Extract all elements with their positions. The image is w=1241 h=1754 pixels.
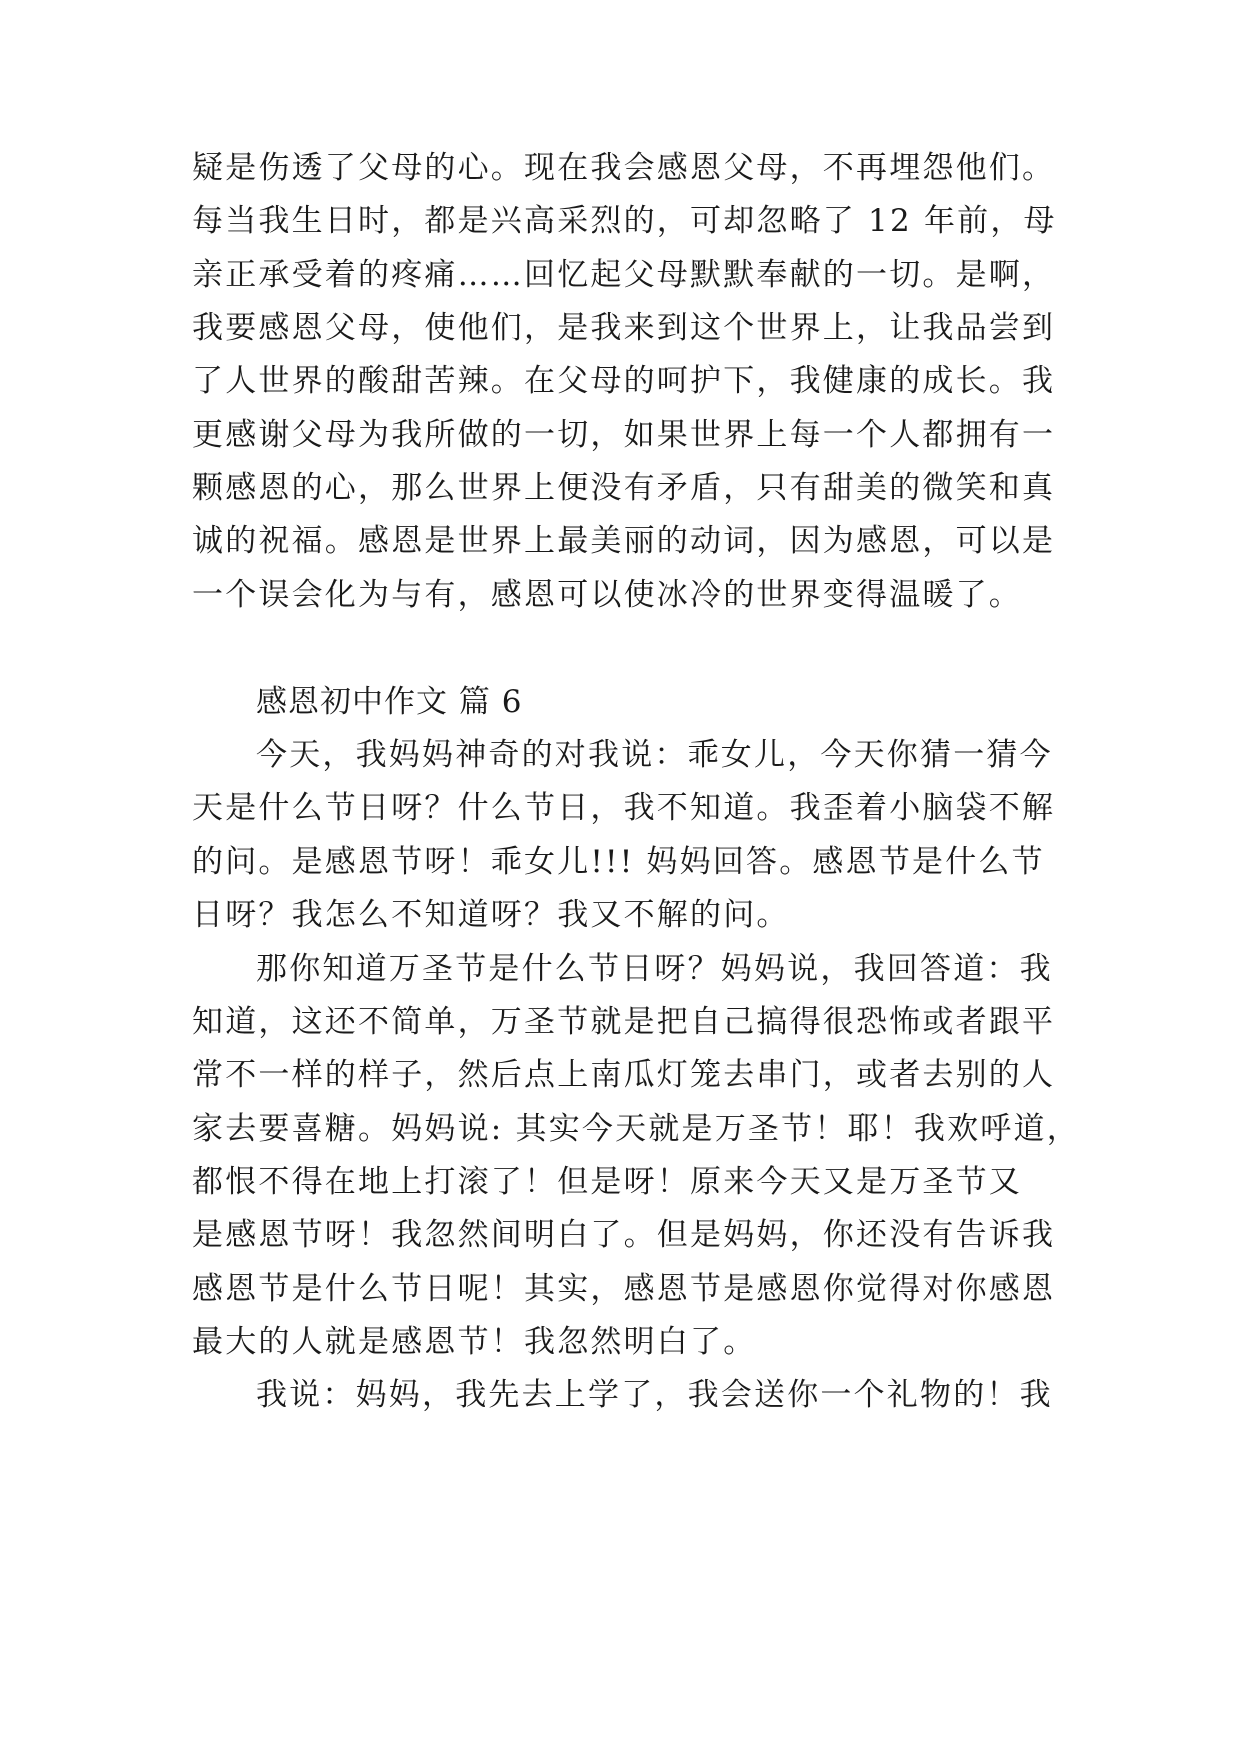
text-line: 亲正承受着的疼痛……回忆起父母默默奉献的一切。是啊， <box>192 257 1056 293</box>
paragraph-2-line: 家去要喜糖。妈妈说: 其实今天就是万圣节！耶！我欢呼道， <box>192 1111 1080 1147</box>
text-line: 一个误会化为与有，感恩可以使冰冷的世界变得温暖了。 <box>192 577 1022 613</box>
text-line: 诚的祝福。感恩是世界上最美丽的动词，因为感恩，可以是 <box>192 523 1056 559</box>
text-line: 颗感恩的心，那么世界上便没有矛盾，只有甜美的微笑和真 <box>192 470 1056 506</box>
paragraph-2-line: 都恨不得在地上打滚了！但是呀！原来今天又是万圣节又 <box>192 1164 1022 1200</box>
section-heading: 感恩初中作文 篇 6 <box>256 684 523 720</box>
paragraph-1-line: 今天，我妈妈神奇的对我说：乖女儿，今天你猜一猜今 <box>256 737 1053 773</box>
paragraph-2-line: 那你知道万圣节是什么节日呀？妈妈说，我回答道：我 <box>256 951 1053 987</box>
text-line: 疑是伤透了父母的心。现在我会感恩父母，不再埋怨他们。 <box>192 150 1056 186</box>
text-line: 了人世界的酸甜苦辣。在父母的呵护下，我健康的成长。我 <box>192 363 1056 399</box>
paragraph-1-line: 天是什么节日呀？什么节日，我不知道。我歪着小脑袋不解 <box>192 790 1056 826</box>
paragraph-3-line: 我说：妈妈，我先去上学了，我会送你一个礼物的！我 <box>256 1377 1053 1413</box>
paragraph-2-line: 常不一样的样子，然后点上南瓜灯笼去串门，或者去别的人 <box>192 1057 1056 1093</box>
text-line: 我要感恩父母，使他们，是我来到这个世界上，让我品尝到 <box>192 310 1056 346</box>
paragraph-2-line: 感恩节是什么节日呢！其实，感恩节是感恩你觉得对你感恩 <box>192 1271 1056 1307</box>
paragraph-2-line: 知道，这还不简单，万圣节就是把自己搞得很恐怖或者跟平 <box>192 1004 1056 1040</box>
paragraph-2-line: 是感恩节呀！我忽然间明白了。但是妈妈，你还没有告诉我 <box>192 1217 1056 1253</box>
paragraph-2-line: 最大的人就是感恩节！我忽然明白了。 <box>192 1324 757 1360</box>
paragraph-1-line: 的问。是感恩节呀！乖女儿!!! 妈妈回答。感恩节是什么节 <box>192 844 1045 880</box>
paragraph-1-line: 日呀？我怎么不知道呀？我又不解的问。 <box>192 897 790 933</box>
text-line: 更感谢父母为我所做的一切，如果世界上每一个人都拥有一 <box>192 417 1056 453</box>
text-line: 每当我生日时，都是兴高采烈的，可却忽略了 12 年前，母 <box>192 203 1057 239</box>
